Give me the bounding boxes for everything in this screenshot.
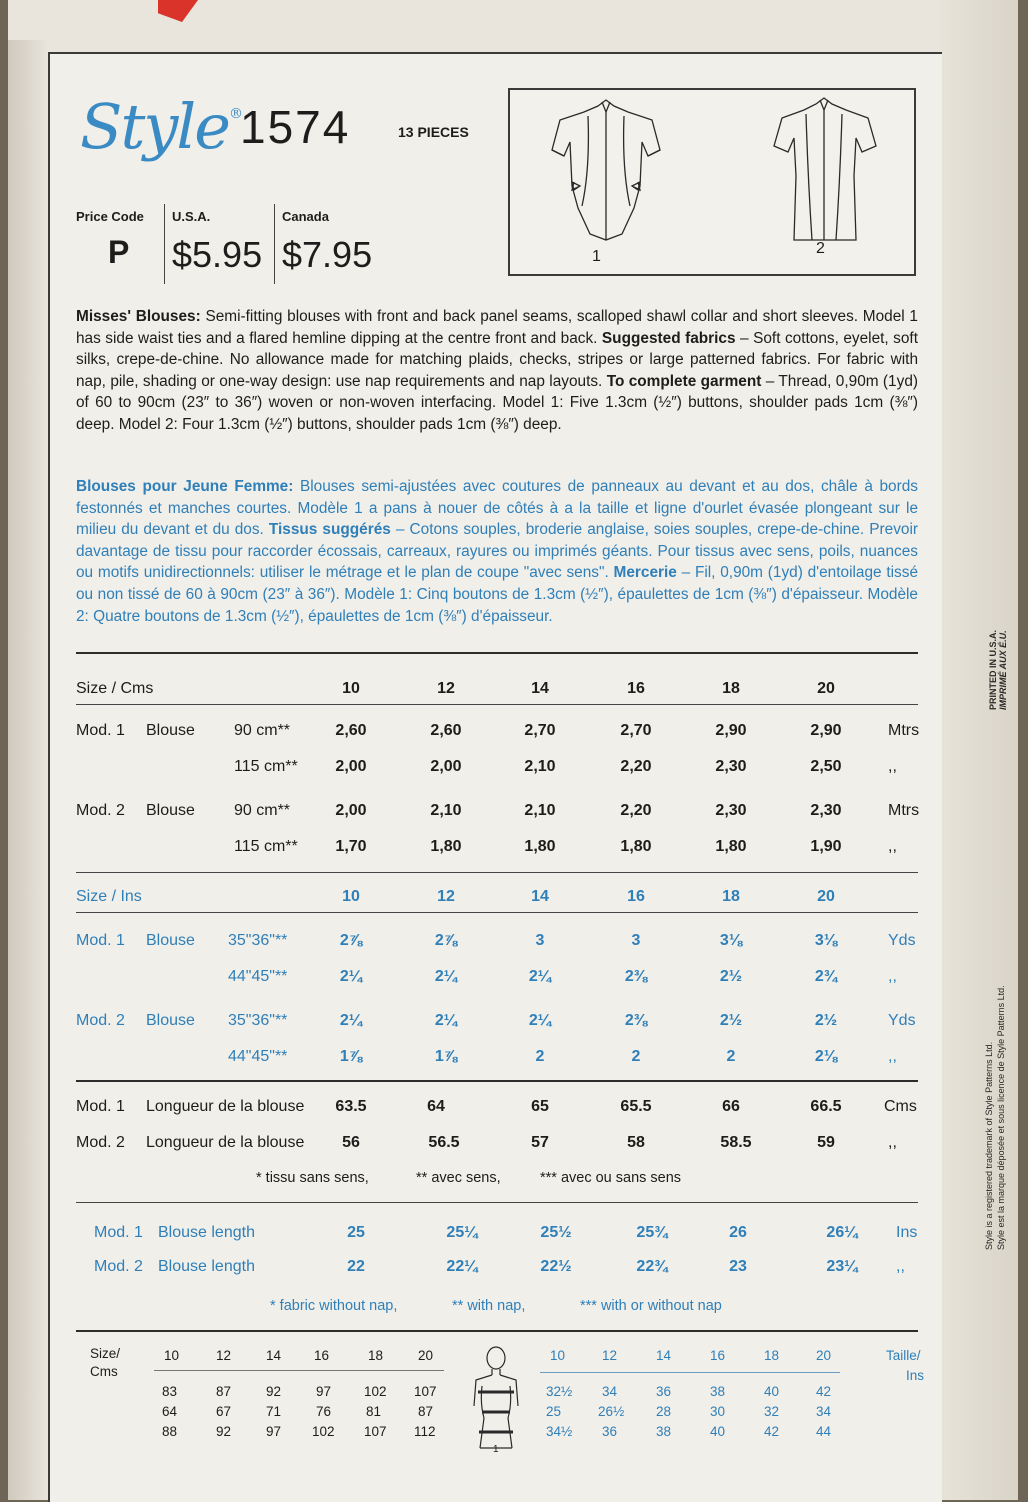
fabric-width: 115 cm** xyxy=(234,838,298,855)
item-label: Blouse xyxy=(146,1012,195,1029)
tissus-suggeres-label: Tissus suggérés xyxy=(268,521,391,539)
hip-ins: 34½ xyxy=(546,1424,573,1439)
english-description xyxy=(76,306,918,436)
nap-note: * tissu sans sens, xyxy=(256,1170,369,1186)
yardage-cell: 2½ xyxy=(719,968,743,985)
length-cell: 56.5 xyxy=(428,1134,460,1151)
yardage-cell: 1⅞ xyxy=(339,1048,363,1065)
waist-cms: 87 xyxy=(418,1404,434,1419)
yardage-cell: 1,90 xyxy=(810,838,842,855)
price-divider xyxy=(274,204,275,284)
nap-note: *** with or without nap xyxy=(580,1298,722,1314)
length-cell: 22¾ xyxy=(636,1258,668,1275)
brand-logo: Style® xyxy=(80,90,241,163)
yardage-cell: 2½ xyxy=(814,1012,838,1029)
size-12: 12 xyxy=(437,888,455,905)
item-label: Blouse xyxy=(146,722,195,739)
table-row xyxy=(76,802,918,828)
unit-label: ,, xyxy=(888,1134,897,1151)
bust-ins: 34 xyxy=(602,1384,618,1399)
size-16: 16 xyxy=(710,1348,726,1363)
unit-label: Yds xyxy=(888,932,916,949)
yardage-cell: 2,20 xyxy=(620,758,652,775)
yardage-cell: 2,00 xyxy=(430,758,462,775)
yardage-cell: 2,90 xyxy=(715,722,747,739)
usa-label: U.S.A. xyxy=(172,209,211,224)
waist-cms: 71 xyxy=(266,1404,282,1419)
length-cell: 26¼ xyxy=(826,1224,858,1241)
yardage-cell: 2⅜ xyxy=(624,1012,648,1029)
size-10: 10 xyxy=(342,888,360,905)
length-cell: 22 xyxy=(347,1258,365,1275)
length-label: Blouse length xyxy=(158,1258,255,1275)
yardage-cell: 2,20 xyxy=(620,802,652,819)
waist-ins: 30 xyxy=(710,1404,726,1419)
length-cell: 25¼ xyxy=(446,1224,478,1241)
hip-cms: 107 xyxy=(364,1424,387,1439)
length-cell: 58 xyxy=(627,1134,645,1151)
english-text-1: Semi-fitting blouses with front and back panel seams, scalloped shawl collar and short sleeves. Model 1 has side waist ties and a flared hemline dipping at the centre front and back. xyxy=(76,308,918,347)
size-20: 20 xyxy=(817,680,835,697)
pieces-count: 13 PIECES xyxy=(398,124,469,140)
hip-ins: 38 xyxy=(656,1424,672,1439)
hip-ins: 44 xyxy=(816,1424,832,1439)
yardage-cell: 3 xyxy=(631,932,641,949)
table-row xyxy=(76,758,918,784)
bust-cms: 92 xyxy=(266,1384,282,1399)
fabric-width: 35"36"** xyxy=(228,932,288,949)
length-cell: 65.5 xyxy=(620,1098,652,1115)
size-20: 20 xyxy=(817,888,835,905)
unit-label: ,, xyxy=(888,1048,897,1065)
yardage-cell: 2 xyxy=(631,1048,641,1065)
bust-cms: 107 xyxy=(414,1384,437,1399)
yardage-cell: 2¼ xyxy=(339,1012,363,1029)
unit-label: ,, xyxy=(888,968,897,985)
length-cell: 65 xyxy=(531,1098,549,1115)
bust-cms: 87 xyxy=(216,1384,232,1399)
table-rule xyxy=(540,1372,840,1373)
table-rule xyxy=(76,1080,918,1082)
french-description xyxy=(76,476,918,627)
bust-ins: 38 xyxy=(710,1384,726,1399)
hip-cms: 88 xyxy=(162,1424,178,1439)
bust-ins: 32½ xyxy=(546,1384,573,1399)
view-2-label: 2 xyxy=(816,240,825,257)
hip-ins: 42 xyxy=(764,1424,780,1439)
unit-label: ,, xyxy=(888,758,897,775)
bust-cms: 102 xyxy=(364,1384,387,1399)
size-10: 10 xyxy=(164,1348,180,1363)
nap-note: ** with nap, xyxy=(452,1298,526,1314)
price-code-label: Price Code xyxy=(76,209,144,224)
size-14: 14 xyxy=(531,888,549,905)
trademark-notice-en: Style is a registered trademark of Style Patterns Ltd. xyxy=(984,1041,994,1250)
waist-cms: 81 xyxy=(366,1404,382,1419)
yardage-cell: 2¼ xyxy=(528,968,552,985)
length-label: Blouse length xyxy=(158,1224,255,1241)
hip-cms: 112 xyxy=(414,1424,436,1439)
bust-ins: 40 xyxy=(764,1384,780,1399)
hip-ins: 36 xyxy=(602,1424,618,1439)
yardage-cell: 2,70 xyxy=(620,722,652,739)
figure-number: 1 xyxy=(493,1444,499,1455)
model-label: Mod. 1 xyxy=(76,932,125,949)
yardage-cell: 1,70 xyxy=(335,838,367,855)
length-cell: 63.5 xyxy=(335,1098,367,1115)
model-label: Mod. 2 xyxy=(76,802,125,819)
unit-label: Cms xyxy=(884,1098,917,1115)
bust-cms: 97 xyxy=(316,1384,332,1399)
price-code: P xyxy=(108,234,130,270)
size-20: 20 xyxy=(418,1348,434,1363)
cms-unit-label: Cms xyxy=(90,1364,118,1379)
yardage-cell: 1,80 xyxy=(524,838,556,855)
fabric-width: 115 cm** xyxy=(234,758,298,775)
english-title: Misses' Blouses: xyxy=(76,308,201,325)
size-14: 14 xyxy=(531,680,549,697)
length-cell: 66.5 xyxy=(810,1098,842,1115)
nap-note: *** avec ou sans sens xyxy=(540,1170,682,1186)
table-row xyxy=(76,1224,918,1250)
waist-cms: 67 xyxy=(216,1404,232,1419)
size-10: 10 xyxy=(550,1348,566,1363)
model-label: Mod. 1 xyxy=(76,722,125,739)
table-row xyxy=(76,1258,918,1284)
body-figure-icon xyxy=(462,1344,532,1454)
hip-cms: 97 xyxy=(266,1424,282,1439)
yardage-cell: 2⅛ xyxy=(814,1048,838,1065)
hip-ins: 40 xyxy=(710,1424,726,1439)
canada-label: Canada xyxy=(282,209,329,224)
length-cell: 64 xyxy=(427,1098,445,1115)
yardage-cell: 2,50 xyxy=(810,758,842,775)
nap-note: ** avec sens, xyxy=(416,1170,501,1186)
yardage-cell: 1,80 xyxy=(620,838,652,855)
size-18: 18 xyxy=(368,1348,384,1363)
yardage-cell: 2⅞ xyxy=(434,932,458,949)
cms-size-header xyxy=(76,680,918,706)
blouse-illustrations xyxy=(510,90,914,274)
size-cms-label: Size/ xyxy=(90,1346,121,1361)
yardage-cell: 2¼ xyxy=(434,968,458,985)
unit-label: Mtrs xyxy=(888,722,920,739)
model-label: Mod. 1 xyxy=(76,1098,125,1115)
length-cell: 23 xyxy=(729,1258,747,1275)
table-row xyxy=(76,838,918,864)
length-cell: 22½ xyxy=(540,1258,572,1275)
suggested-fabrics-label: Suggested fabrics xyxy=(601,329,736,347)
length-cell: 58.5 xyxy=(720,1134,752,1151)
table-row xyxy=(76,932,918,958)
length-cell: 25 xyxy=(347,1224,365,1241)
waist-ins: 34 xyxy=(816,1404,832,1419)
length-label: Longueur de la blouse xyxy=(146,1098,305,1115)
unit-label: ,, xyxy=(888,838,897,855)
table-rule xyxy=(76,652,918,654)
fabric-width: 90 cm** xyxy=(234,722,291,739)
envelope-fold-left xyxy=(8,40,48,1500)
yardage-cell: 1,80 xyxy=(430,838,462,855)
yardage-cell: 1⅞ xyxy=(434,1048,458,1065)
waist-ins: 32 xyxy=(764,1404,780,1419)
length-cell: 57 xyxy=(531,1134,549,1151)
french-title: Blouses pour Jeune Femme: xyxy=(76,478,294,495)
yardage-cell: 2,30 xyxy=(810,802,842,819)
fabric-width: 44"45"** xyxy=(228,1048,288,1065)
size-20: 20 xyxy=(816,1348,832,1363)
fabric-width: 35"36"** xyxy=(228,1012,288,1029)
table-row xyxy=(76,1012,918,1038)
size-16: 16 xyxy=(314,1348,330,1363)
fabric-width: 44"45"** xyxy=(228,968,288,985)
model-label: Mod. 2 xyxy=(76,1134,125,1151)
table-rule xyxy=(76,1202,918,1203)
length-cell: 25½ xyxy=(540,1224,572,1241)
model-label: Mod. 2 xyxy=(94,1258,143,1275)
english-text-3: – Thread, 0,90m (1yd) of 60 to 90cm (23″ to 36″) woven or non-woven interfacing. Model 1: Five 1.3cm (½″) buttons, shoulder pads 1cm (⅜″) deep. Model 2: Four 1.3cm (½″) buttons, shoulder pads 1cm (⅜″) deep. xyxy=(76,372,918,433)
imprime-aux-eu: IMPRIMÉ AUX É.U. xyxy=(998,630,1008,710)
yardage-cell: 2¾ xyxy=(814,968,838,985)
yardage-cell: 2,70 xyxy=(524,722,556,739)
unit-label: ,, xyxy=(896,1258,905,1275)
waist-ins: 25 xyxy=(546,1404,562,1419)
size-12: 12 xyxy=(216,1348,232,1363)
table-row xyxy=(76,1134,918,1160)
complete-garment-label: To complete garment xyxy=(606,372,762,390)
unit-label: Ins xyxy=(896,1224,918,1241)
french-text-1: Blouses semi-ajustées avec coutures de panneaux au devant et au dos, châle à bords festonnés et manches courtes. Modèle 1 a pans à nouer de côtés à a la taille et ligne d'ourlet évasée plongeant sur le milieu du devant et du dos. xyxy=(76,478,919,539)
bust-ins: 42 xyxy=(816,1384,832,1399)
table-row xyxy=(76,1098,918,1124)
table-rule xyxy=(76,912,918,913)
bust-ins: 36 xyxy=(656,1384,672,1399)
yardage-cell: 1,80 xyxy=(715,838,747,855)
canada-price: $7.95 xyxy=(282,234,373,275)
waist-cms: 64 xyxy=(162,1404,178,1419)
size-10: 10 xyxy=(342,680,360,697)
length-cell: 59 xyxy=(817,1134,835,1151)
size-16: 16 xyxy=(627,680,645,697)
table-row xyxy=(76,968,918,994)
unit-label: Yds xyxy=(888,1012,916,1029)
yardage-cell: 2,90 xyxy=(810,722,842,739)
yardage-cell: 2¼ xyxy=(434,1012,458,1029)
ins-unit-label: Ins xyxy=(906,1368,925,1383)
mercerie-label: Mercerie xyxy=(613,564,677,582)
yardage-cell: 2,00 xyxy=(335,802,367,819)
table-rule xyxy=(76,1330,918,1332)
yardage-cell: 2¼ xyxy=(339,968,363,985)
item-label: Blouse xyxy=(146,802,195,819)
hip-cms: 102 xyxy=(312,1424,335,1439)
yardage-cell: 2,10 xyxy=(430,802,462,819)
size-14: 14 xyxy=(266,1348,282,1363)
item-label: Blouse xyxy=(146,932,195,949)
length-cell: 25¾ xyxy=(636,1224,668,1241)
size-18: 18 xyxy=(722,680,740,697)
yardage-cell: 2,60 xyxy=(335,722,367,739)
nap-note: * fabric without nap, xyxy=(270,1298,398,1314)
size-cms-label: Size / Cms xyxy=(76,680,154,697)
yardage-cell: 2½ xyxy=(719,1012,743,1029)
size-16: 16 xyxy=(627,888,645,905)
size-12: 12 xyxy=(602,1348,618,1363)
ins-size-header xyxy=(76,888,918,914)
yardage-cell: 3 xyxy=(535,932,545,949)
yardage-cell: 3⅛ xyxy=(814,932,838,949)
yardage-cell: 2⅞ xyxy=(339,932,363,949)
yardage-cell: 2,10 xyxy=(524,758,556,775)
length-cell: 26 xyxy=(729,1224,747,1241)
table-rule xyxy=(154,1370,444,1371)
waist-ins: 26½ xyxy=(598,1404,625,1419)
usa-price: $5.95 xyxy=(172,234,263,275)
length-cell: 22¼ xyxy=(446,1258,478,1275)
yardage-cell: 2¼ xyxy=(528,1012,552,1029)
english-text-2: – Soft cottons, eyelet, soft silks, crepe-de-chine. No allowance made for matching plaids, checks, stripes or large patterned fabrics. For fabric with nap, pile, shading or one-way design: use nap requirements and nap layouts. xyxy=(76,329,918,390)
length-cell: 66 xyxy=(722,1098,740,1115)
length-label: Longueur de la blouse xyxy=(146,1134,305,1151)
trademark-notice-fr: Style est la marque déposée et sous licence de Style Patterns Ltd. xyxy=(996,985,1006,1250)
length-cell: 23¼ xyxy=(826,1258,858,1275)
yardage-cell: 2,00 xyxy=(335,758,367,775)
size-12: 12 xyxy=(437,680,455,697)
printed-in-usa: PRINTED IN U.S.A. xyxy=(988,629,998,710)
taille-label: Taille/ xyxy=(886,1348,921,1363)
table-row xyxy=(76,1048,918,1074)
yardage-cell: 2,60 xyxy=(430,722,462,739)
yardage-cell: 3⅛ xyxy=(719,932,743,949)
waist-cms: 76 xyxy=(316,1404,332,1419)
model-label: Mod. 2 xyxy=(76,1012,125,1029)
yardage-cell: 2⅜ xyxy=(624,968,648,985)
french-text-2: – Cotons souples, broderie anglaise, soies souples, crepe-de-chine. Prevoir davantage de tissu pour raccorder écossais, carreaux, rayures ou imprimés géants. Pour tissus avec sens, poils, nuances ou motifs unidirectionnels: utiliser le métrage et le plan de coupe "avec sens". xyxy=(76,521,918,582)
table-row xyxy=(76,722,918,748)
hip-cms: 92 xyxy=(216,1424,232,1439)
price-divider xyxy=(164,204,165,284)
envelope-fold-right xyxy=(940,0,1018,1500)
table-rule xyxy=(76,704,918,705)
pattern-number: 1574 xyxy=(240,101,351,153)
table-rule xyxy=(76,872,918,873)
waist-ins: 28 xyxy=(656,1404,672,1419)
yardage-cell: 2 xyxy=(726,1048,736,1065)
view-1-label: 1 xyxy=(592,248,601,265)
yardage-cell: 2,30 xyxy=(715,758,747,775)
pattern-info-panel xyxy=(48,52,942,1502)
yardage-cell: 2,10 xyxy=(524,802,556,819)
bust-cms: 83 xyxy=(162,1384,178,1399)
length-cell: 56 xyxy=(342,1134,360,1151)
unit-label: Mtrs xyxy=(888,802,920,819)
size-18: 18 xyxy=(764,1348,780,1363)
model-label: Mod. 1 xyxy=(94,1224,143,1241)
size-14: 14 xyxy=(656,1348,672,1363)
garment-illustration-box xyxy=(508,88,916,276)
yardage-cell: 2 xyxy=(535,1048,545,1065)
fabric-width: 90 cm** xyxy=(234,802,291,819)
yardage-cell: 2,30 xyxy=(715,802,747,819)
french-text-3: – Fil, 0,90m (1yd) d'entoilage tissé ou non tissé de 60 à 90cm (23″ à 36″). Modèle 1: Cinq boutons de 1.3cm (½″), épaulettes de 1cm (⅜″) d'épaisseur. Modèle 2: Quatre boutons de 1.3cm (½″), épaulettes de 1cm (⅜″) d'épaisseur. xyxy=(76,564,919,625)
size-ins-label: Size / Ins xyxy=(76,888,142,905)
size-18: 18 xyxy=(722,888,740,905)
